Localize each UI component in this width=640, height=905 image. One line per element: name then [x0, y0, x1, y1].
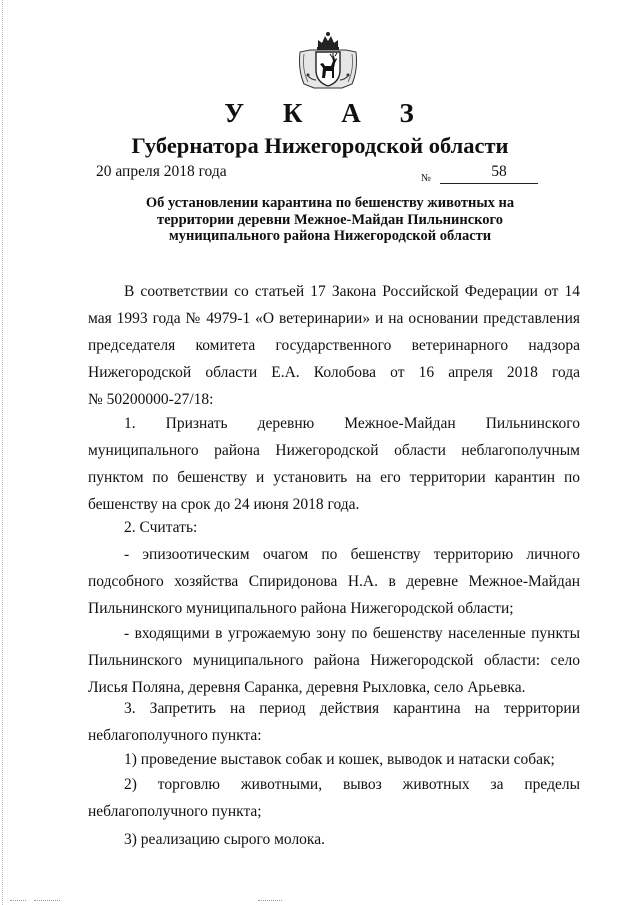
text-line: - эпизоотическим очагом по бешенству территорию личного [124, 546, 580, 563]
text-line: Лисья Поляна, деревня Саранка, деревня Рыхловка, село Арьевка. [88, 679, 526, 696]
text-line: 2. Считать: [124, 519, 198, 536]
text-line: неблагополучного пункта: [88, 727, 262, 744]
text-line: муниципального района Нижегородской области неблагополучным [88, 442, 580, 459]
item-3-2-paragraph [88, 771, 580, 825]
text-line: 1) проведение выставок собак и кошек, выводок и натаски собак; [124, 751, 555, 768]
item-3-3-paragraph [88, 826, 580, 853]
item-2a-paragraph [88, 541, 580, 622]
issuer-title: Губернатора Нижегородской области [131, 133, 509, 158]
intro-paragraph [88, 278, 580, 413]
item-1-paragraph [88, 410, 580, 518]
scan-artifact [258, 900, 282, 901]
item-2b-paragraph [88, 620, 580, 701]
text-line: пунктом по бешенству и установить на его территории карантин по [88, 469, 580, 486]
coat-of-arms-icon [296, 30, 360, 90]
subject-line: Об установлении карантина по бешенству животных на [145, 195, 515, 211]
text-line: Нижегородской области Е.А. Колобова от 16 апреля 2018 года [88, 364, 580, 381]
text-line: Пильнинского муниципального района Нижегородской области; [88, 600, 514, 617]
item-3-paragraph [88, 695, 580, 749]
text-line: бешенству на срок до 24 июня 2018 года. [88, 496, 360, 513]
text-line: неблагополучного пункта; [88, 803, 262, 820]
number-sign: № [421, 173, 432, 184]
text-line: 2) торговлю животными, вывоз животных за пределы [124, 776, 580, 793]
text-line: подсобного хозяйства Спиридонова Н.А. в деревне Межное-Майдан [88, 573, 580, 590]
text-line: Пильнинского муниципального района Нижегородской области: село [88, 652, 580, 669]
text-line: В соответствии со статьей 17 Закона Российской Федерации от 14 [124, 283, 580, 300]
text-line: председателя комитета государственного ветеринарного надзора [88, 337, 580, 354]
text-line: - входящими в угрожаемую зону по бешенству населенные пункты [124, 625, 580, 642]
text-line: мая 1993 года № 4979-1 «О ветеринарии» и на основании представления [88, 310, 580, 327]
item-3-1-paragraph [88, 746, 580, 773]
document-type-title: У К А З [224, 98, 430, 128]
scan-artifact [34, 900, 60, 901]
text-line: 3. Запретить на период действия карантина на территории [124, 700, 580, 717]
subject-line: территории деревни Межное-Майдан Пильнинского [156, 211, 504, 228]
document-number: 58 [440, 163, 538, 184]
document-subject [110, 195, 550, 245]
text-line: 3) реализацию сырого молока. [124, 831, 325, 848]
item-2-title [88, 514, 580, 541]
subject-line: муниципального района Нижегородской области [168, 228, 492, 244]
text-line: 1. Признать деревню Межное-Майдан Пильнинского [124, 415, 580, 432]
scan-artifact [10, 900, 26, 901]
text-line: № 50200000-27/18: [88, 391, 214, 408]
document-date: 20 апреля 2018 года [96, 163, 227, 180]
